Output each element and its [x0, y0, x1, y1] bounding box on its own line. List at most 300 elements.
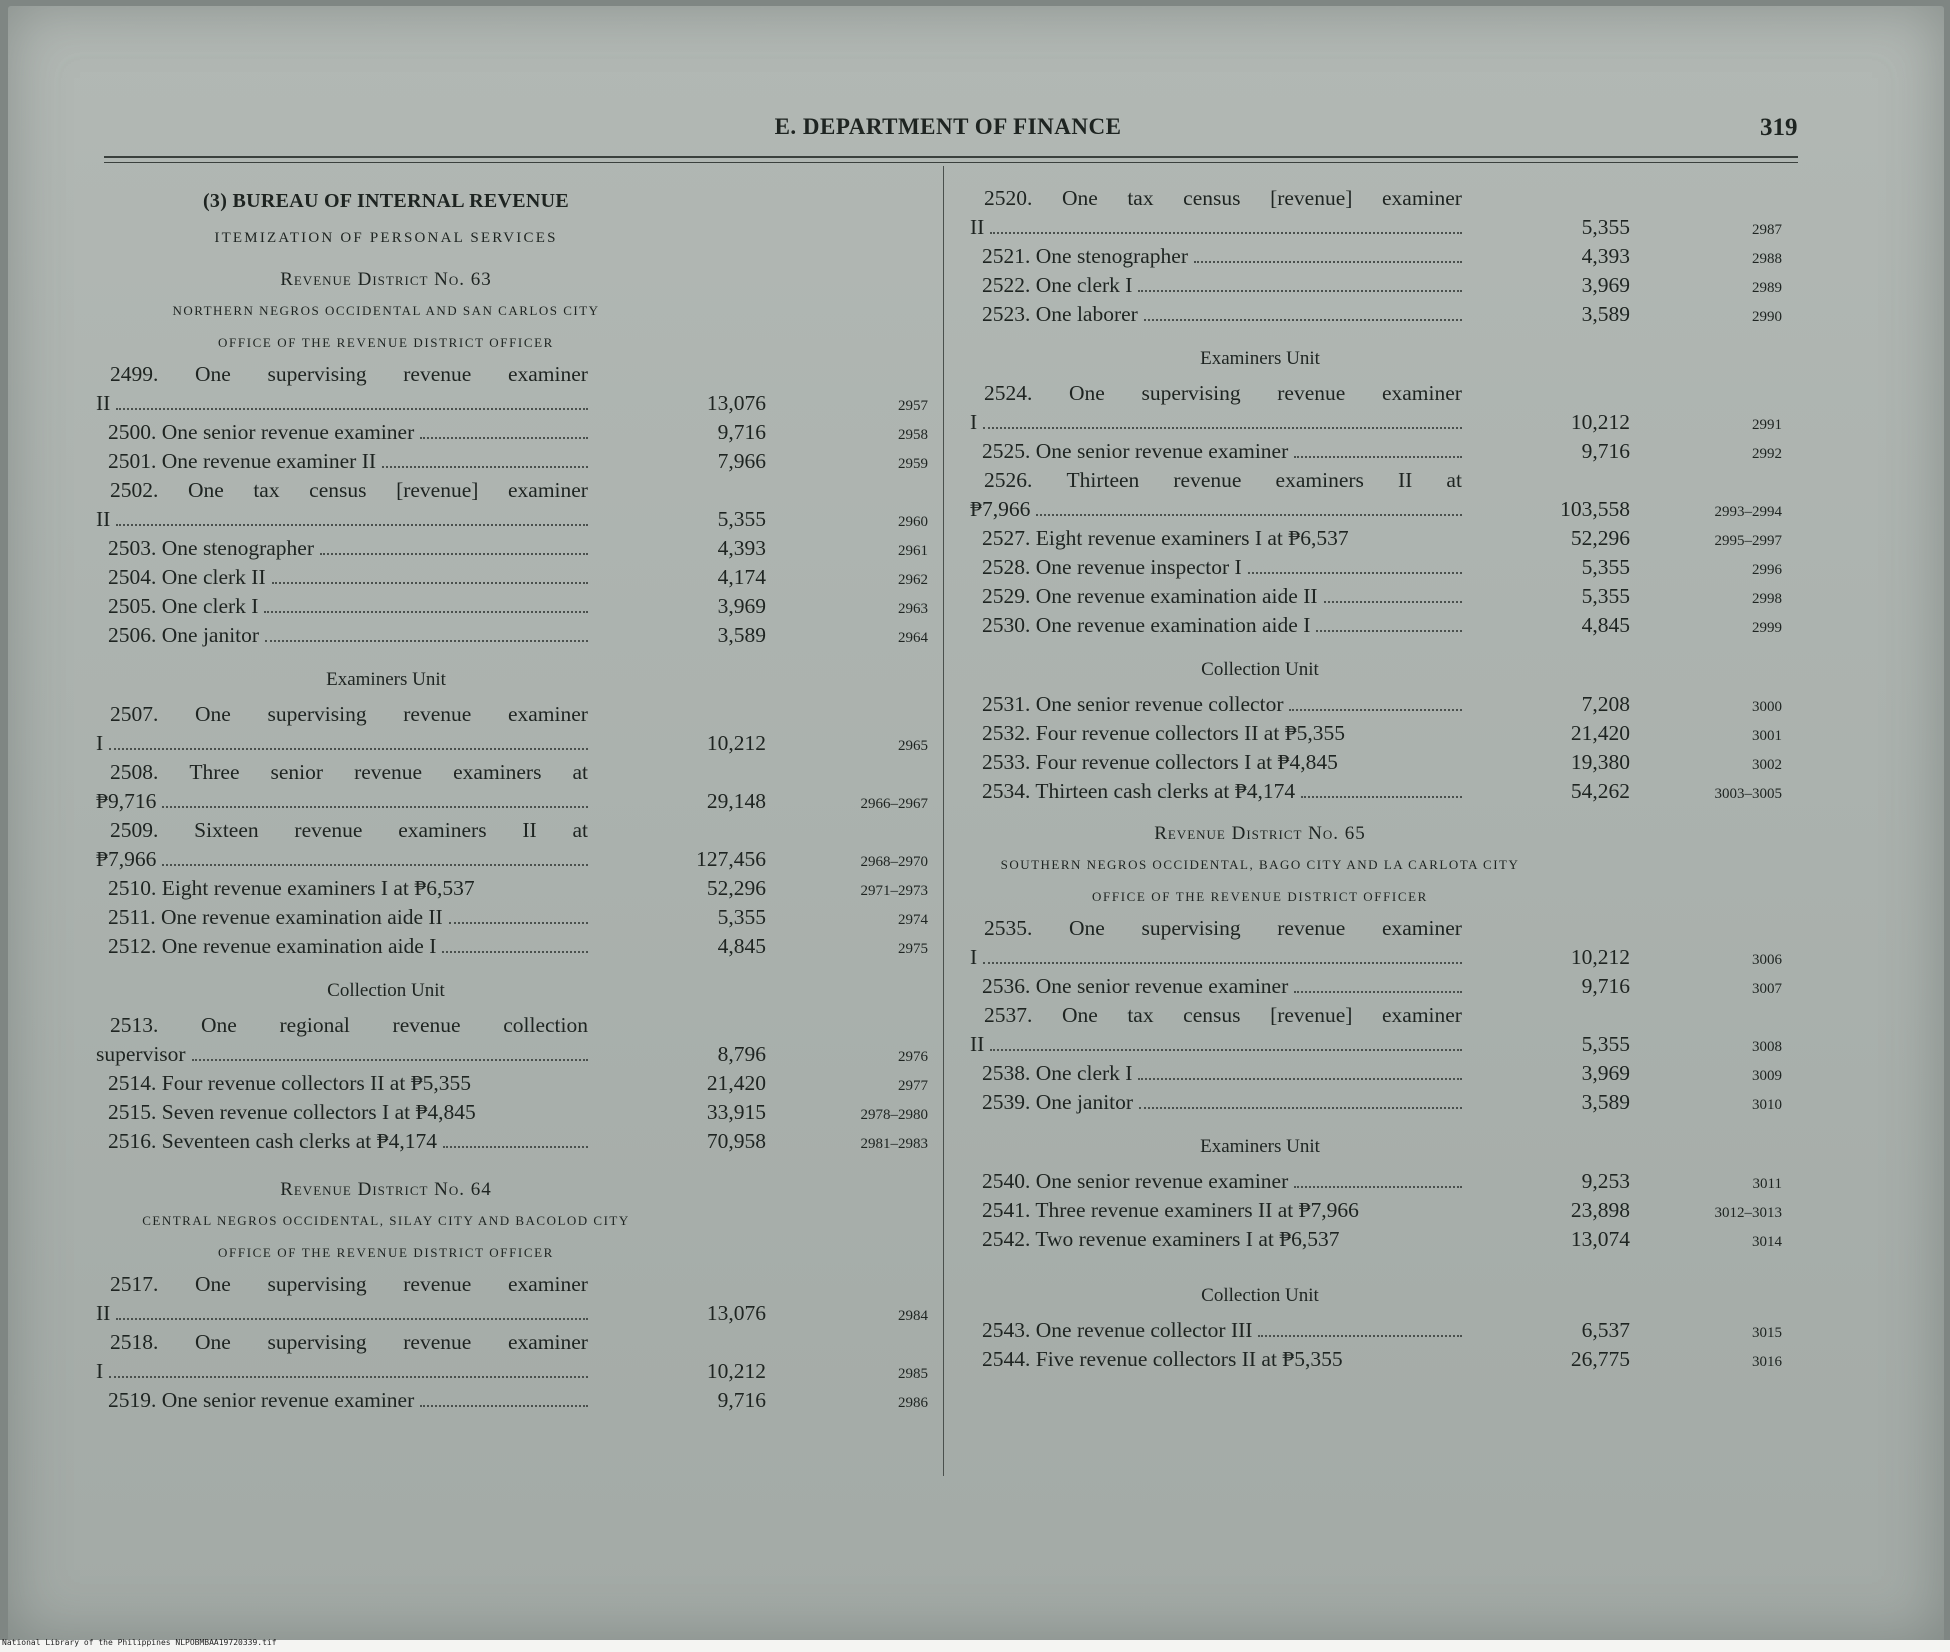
item-word: supervising	[1141, 916, 1241, 940]
item-amount: 33,915	[706, 1100, 766, 1124]
item-text: 2529. One revenue examination aide II	[982, 584, 1318, 608]
item-word: examiner	[1381, 381, 1462, 405]
leader-dots	[1138, 282, 1462, 292]
item-word: examiner	[1381, 916, 1462, 940]
examiners-unit-heading: Examiners Unit	[1200, 348, 1320, 369]
item-amount: 23,898	[1570, 1198, 1630, 1222]
item-description	[970, 437, 1462, 466]
leader-dots	[990, 1041, 1462, 1051]
item-amount: 52,296	[1570, 526, 1630, 550]
line-item	[970, 1316, 1802, 1345]
item-description	[96, 700, 588, 758]
item-word: Thirteen	[1066, 468, 1140, 492]
item-reference-number: 2976	[898, 1049, 928, 1065]
item-text: 2504. One clerk II	[108, 565, 266, 589]
leader-dots	[420, 1397, 588, 1407]
item-word: Three	[189, 760, 240, 784]
item-reference-number: 2957	[898, 398, 928, 414]
item-description	[96, 758, 588, 816]
item-word: II	[1397, 468, 1413, 492]
line-item	[96, 816, 926, 874]
district-65-examiners	[970, 1167, 1802, 1254]
line-item	[96, 758, 926, 816]
leader-dots	[1289, 701, 1462, 711]
item-amount: 3,969	[1581, 1061, 1630, 1085]
item-word: census	[1183, 1003, 1241, 1027]
item-description	[96, 476, 588, 534]
item-text: 2531. One senior revenue collector	[982, 692, 1284, 716]
item-amount: 70,958	[706, 1129, 766, 1153]
item-amount: 10,212	[1570, 945, 1630, 969]
item-text: 2511. One revenue examination aide II	[108, 905, 443, 929]
item-text: 2527. Eight revenue examiners I at ₱6,537	[982, 526, 1349, 550]
item-word: One	[1069, 381, 1105, 405]
item-word: examiners	[398, 818, 487, 842]
district-64-office: OFFICE OF THE REVENUE DISTRICT OFFICER	[218, 1245, 554, 1260]
district-65-cities: SOUTHERN NEGROS OCCIDENTAL, BAGO CITY AND LA CARLOTA CITY	[1000, 857, 1520, 872]
item-amount: 3,969	[1581, 273, 1630, 297]
district-64-collection	[970, 690, 1802, 806]
item-text: 2505. One clerk I	[108, 594, 259, 618]
item-text: 2510. Eight revenue examiners I at ₱6,537	[108, 876, 475, 900]
item-text: 2512. One revenue examination aide I	[108, 934, 437, 958]
leader-dots	[442, 943, 588, 953]
line-item	[96, 874, 926, 903]
item-description	[96, 563, 588, 592]
item-word: at	[1446, 468, 1462, 492]
item-description	[970, 690, 1462, 719]
item-amount: 9,716	[1581, 974, 1630, 998]
item-word: census	[309, 478, 367, 502]
scan-footer-label: National Library of the Philippines NLPOBMBAA19720339.tif	[2, 1638, 277, 1647]
item-description	[96, 1011, 588, 1069]
item-text: 2521. One stenographer	[982, 244, 1188, 268]
page-title: E. DEPARTMENT OF FINANCE	[774, 114, 1122, 139]
item-text: 2538. One clerk I	[982, 1061, 1133, 1085]
collection-unit-heading: Collection Unit	[327, 980, 445, 1001]
line-item	[970, 524, 1802, 553]
left-column	[96, 184, 926, 1415]
item-description	[96, 447, 588, 476]
item-text: 2541. Three revenue examiners II at ₱7,966	[982, 1198, 1359, 1222]
item-word: revenue	[1173, 468, 1242, 492]
item-description	[970, 300, 1462, 329]
item-description	[970, 466, 1462, 524]
line-item	[96, 700, 926, 758]
item-word: examiners	[453, 760, 542, 784]
examiners-unit-heading: Examiners Unit	[1200, 1136, 1320, 1157]
item-word: 2520.	[984, 186, 1033, 210]
item-text: 2532. Four revenue collectors II at ₱5,355	[982, 721, 1346, 745]
item-amount: 19,380	[1570, 750, 1630, 774]
item-word: supervising	[267, 1272, 367, 1296]
item-description	[970, 972, 1462, 1001]
item-word: supervising	[267, 702, 367, 726]
item-description	[970, 748, 1462, 777]
collection-unit-heading: Collection Unit	[1201, 1285, 1319, 1306]
item-word: Sixteen	[194, 818, 259, 842]
header-rule	[104, 156, 1798, 158]
district-64-heading: Revenue District No. 64	[280, 1179, 492, 1200]
item-text: 2519. One senior revenue examiner	[108, 1388, 415, 1412]
item-word: II	[522, 818, 537, 842]
item-text: 2503. One stenographer	[108, 536, 314, 560]
line-item	[970, 184, 1802, 242]
leader-dots	[420, 429, 588, 439]
line-item	[970, 271, 1802, 300]
leader-dots	[1258, 1327, 1462, 1337]
item-word: 2509.	[110, 818, 159, 842]
item-word: One	[1069, 916, 1105, 940]
district-63-office: OFFICE OF THE REVENUE DISTRICT OFFICER	[218, 335, 554, 350]
item-text: 2536. One senior revenue examiner	[982, 974, 1289, 998]
item-amount: 9,716	[717, 420, 766, 444]
item-continuation: II	[96, 1301, 111, 1325]
item-word: examiner	[507, 478, 588, 502]
item-reference-number: 3007	[1752, 981, 1782, 997]
line-item	[96, 932, 926, 961]
line-item	[970, 611, 1802, 640]
item-reference-number: 2998	[1752, 591, 1782, 607]
item-description	[96, 816, 588, 874]
item-word: One	[195, 362, 231, 386]
item-amount: 4,845	[1581, 613, 1630, 637]
item-description	[970, 1345, 1462, 1374]
line-item	[96, 447, 926, 476]
item-text: 2544. Five revenue collectors II at ₱5,355	[982, 1347, 1343, 1371]
item-continuation: II	[970, 215, 985, 239]
item-word: 2518.	[110, 1330, 159, 1354]
item-reference-number: 3014	[1752, 1234, 1782, 1250]
item-word: tax	[1127, 186, 1154, 210]
item-word: senior	[270, 760, 324, 784]
district-63-examiners	[96, 700, 926, 961]
line-item	[96, 1098, 926, 1127]
leader-dots	[1294, 448, 1462, 458]
item-description	[96, 1270, 588, 1328]
item-description	[96, 1098, 588, 1127]
item-text: 2530. One revenue examination aide I	[982, 613, 1311, 637]
item-amount: 5,355	[717, 507, 766, 531]
item-word: revenue	[403, 1330, 472, 1354]
item-description	[96, 874, 588, 903]
item-continuation: I	[970, 945, 978, 969]
district-64-cities: CENTRAL NEGROS OCCIDENTAL, SILAY CITY AND BACOLOD CITY	[142, 1213, 630, 1228]
right-column	[970, 184, 1802, 1374]
item-word: One	[1061, 1003, 1098, 1027]
item-continuation: supervisor	[96, 1042, 186, 1066]
item-word: examiner	[507, 1330, 588, 1354]
item-amount: 54,262	[1570, 779, 1630, 803]
line-item	[970, 466, 1802, 524]
item-description	[970, 1196, 1462, 1225]
leader-dots	[320, 545, 588, 555]
item-description	[970, 524, 1462, 553]
line-item	[970, 748, 1802, 777]
item-description	[970, 719, 1462, 748]
district-65-items	[970, 914, 1802, 1117]
item-word: One	[187, 478, 224, 502]
line-item	[96, 476, 926, 534]
line-item	[96, 903, 926, 932]
item-continuation: ₱7,966	[970, 497, 1031, 521]
item-reference-number: 3008	[1752, 1039, 1782, 1055]
line-item	[970, 300, 1802, 329]
district-63-cities: NORTHERN NEGROS OCCIDENTAL AND SAN CARLOS CITY	[172, 303, 600, 318]
item-description	[96, 1386, 588, 1415]
leader-dots	[264, 603, 588, 613]
line-item	[970, 1088, 1802, 1117]
line-item	[970, 582, 1802, 611]
item-reference-number: 2968–2970	[860, 854, 928, 870]
district-64-examiners	[970, 379, 1802, 640]
line-item	[970, 1196, 1802, 1225]
line-item	[96, 1069, 926, 1098]
line-item	[970, 1345, 1802, 1374]
item-description	[970, 553, 1462, 582]
item-word: revenue	[392, 1013, 461, 1037]
item-continuation: II	[96, 391, 111, 415]
item-reference-number: 2963	[898, 601, 928, 617]
item-text: 2522. One clerk I	[982, 273, 1133, 297]
item-amount: 4,393	[717, 536, 766, 560]
item-description	[970, 1001, 1462, 1059]
item-text: 2506. One janitor	[108, 623, 260, 647]
leader-dots	[1036, 506, 1462, 516]
item-reference-number: 2986	[898, 1395, 928, 1411]
item-text: 2543. One revenue collector III	[982, 1318, 1253, 1342]
page-number: 319	[1760, 114, 1798, 141]
leader-dots	[162, 798, 588, 808]
item-word: 2502.	[110, 478, 159, 502]
leader-dots	[1248, 564, 1462, 574]
item-word: examiner	[1381, 186, 1462, 210]
item-amount: 7,966	[717, 449, 766, 473]
leader-dots	[1144, 311, 1462, 321]
leader-dots	[983, 419, 1462, 429]
item-word: examiner	[1381, 1003, 1462, 1027]
item-description	[970, 611, 1462, 640]
item-amount: 9,253	[1581, 1169, 1630, 1193]
examiners-unit-heading: Examiners Unit	[326, 669, 446, 690]
item-reference-number: 3006	[1752, 952, 1782, 968]
header-rule-thin	[104, 162, 1798, 163]
line-item	[96, 360, 926, 418]
item-description	[970, 1316, 1462, 1345]
item-reference-number: 2985	[898, 1366, 928, 1382]
item-amount: 13,076	[706, 391, 766, 415]
line-item	[96, 1386, 926, 1415]
item-reference-number: 2960	[898, 514, 928, 530]
district-65-collection	[970, 1316, 1802, 1374]
item-reference-number: 2988	[1752, 251, 1782, 267]
item-amount: 8,796	[717, 1042, 766, 1066]
line-item	[96, 1328, 926, 1386]
leader-dots	[983, 954, 1462, 964]
district-63-items	[96, 360, 926, 650]
item-description	[96, 1328, 588, 1386]
item-word: One	[195, 702, 231, 726]
item-description	[970, 184, 1462, 242]
leader-dots	[272, 574, 588, 584]
item-text: 2523. One laborer	[982, 302, 1138, 326]
item-description	[970, 914, 1462, 972]
item-word: examiner	[507, 362, 588, 386]
item-amount: 5,355	[1581, 1032, 1630, 1056]
line-item	[96, 1011, 926, 1069]
item-description	[96, 1069, 588, 1098]
line-item	[970, 777, 1802, 806]
item-word: revenue	[354, 760, 423, 784]
district-64-items	[96, 1270, 926, 1415]
leader-dots	[265, 632, 588, 642]
item-word: One	[195, 1272, 231, 1296]
leader-dots	[382, 458, 588, 468]
item-amount: 4,174	[717, 565, 766, 589]
district-64-continued-items	[970, 184, 1802, 329]
item-amount: 9,716	[1581, 439, 1630, 463]
item-amount: 3,589	[1581, 302, 1630, 326]
item-amount: 5,355	[1581, 584, 1630, 608]
leader-dots	[162, 856, 588, 866]
item-text: 2516. Seventeen cash clerks at ₱4,174	[108, 1129, 437, 1153]
item-text: 2514. Four revenue collectors II at ₱5,355	[108, 1071, 472, 1095]
item-amount: 5,355	[1581, 215, 1630, 239]
item-continuation: I	[970, 410, 978, 434]
item-reference-number: 3000	[1752, 699, 1782, 715]
item-reference-number: 2981–2983	[860, 1136, 928, 1152]
item-word: revenue	[1277, 916, 1346, 940]
item-description	[970, 1088, 1462, 1117]
item-description	[970, 1225, 1462, 1254]
page-header	[8, 114, 1944, 144]
item-amount: 13,076	[706, 1301, 766, 1325]
item-reference-number: 2974	[898, 912, 928, 928]
item-word: revenue	[1277, 381, 1346, 405]
district-65-office: OFFICE OF THE REVENUE DISTRICT OFFICER	[1092, 889, 1428, 904]
line-item	[970, 242, 1802, 271]
leader-dots	[116, 400, 588, 410]
item-word: examiner	[507, 702, 588, 726]
leader-dots	[1139, 1099, 1462, 1109]
line-item	[970, 1167, 1802, 1196]
item-word: One	[1061, 186, 1098, 210]
item-description	[96, 1127, 588, 1156]
item-text: 2539. One janitor	[982, 1090, 1134, 1114]
item-description	[970, 271, 1462, 300]
item-amount: 127,456	[696, 847, 766, 871]
item-word: [revenue]	[1270, 186, 1353, 210]
column-divider	[943, 166, 944, 1476]
item-amount: 10,212	[1570, 410, 1630, 434]
item-continuation: I	[96, 1359, 104, 1383]
bureau-heading: (3) BUREAU OF INTERNAL REVENUE	[202, 190, 570, 212]
district-65-heading: Revenue District No. 65	[1154, 823, 1366, 844]
item-reference-number: 3001	[1752, 728, 1782, 744]
leader-dots	[990, 224, 1462, 234]
item-continuation: I	[96, 731, 104, 755]
item-reference-number: 2975	[898, 941, 928, 957]
item-word: supervising	[267, 1330, 367, 1354]
item-reference-number: 3016	[1752, 1354, 1782, 1370]
item-description	[970, 777, 1462, 806]
item-description	[96, 592, 588, 621]
leader-dots	[1301, 788, 1462, 798]
item-text: 2534. Thirteen cash clerks at ₱4,174	[982, 779, 1296, 803]
item-word: at	[572, 818, 588, 842]
collection-unit-heading: Collection Unit	[1201, 659, 1319, 680]
item-reference-number: 2995–2997	[1714, 533, 1782, 549]
item-reference-number: 2999	[1752, 620, 1782, 636]
item-description	[970, 379, 1462, 437]
item-text: 2515. Seven revenue collectors I at ₱4,845	[108, 1100, 476, 1124]
item-word: revenue	[294, 818, 363, 842]
item-description	[970, 1167, 1462, 1196]
item-word: tax	[1127, 1003, 1154, 1027]
item-amount: 4,393	[1581, 244, 1630, 268]
item-reference-number: 2962	[898, 572, 928, 588]
leader-dots	[449, 914, 588, 924]
leader-dots	[1316, 622, 1462, 632]
item-text: 2501. One revenue examiner II	[108, 449, 377, 473]
item-reference-number: 3003–3005	[1714, 786, 1782, 802]
leader-dots	[192, 1051, 588, 1061]
item-reference-number: 2961	[898, 543, 928, 559]
item-reference-number: 3010	[1752, 1097, 1782, 1113]
item-reference-number: 3009	[1752, 1068, 1782, 1084]
item-reference-number: 3015	[1752, 1325, 1782, 1341]
item-reference-number: 2989	[1752, 280, 1782, 296]
item-word: supervising	[267, 362, 367, 386]
item-amount: 5,355	[717, 905, 766, 929]
item-word: regional	[279, 1013, 350, 1037]
item-description	[96, 418, 588, 447]
item-amount: 10,212	[706, 1359, 766, 1383]
item-reference-number: 2984	[898, 1308, 928, 1324]
item-reference-number: 2977	[898, 1078, 928, 1094]
item-text: 2540. One senior revenue examiner	[982, 1169, 1289, 1193]
item-word: revenue	[403, 1272, 472, 1296]
item-amount: 4,845	[717, 934, 766, 958]
item-reference-number: 2978–2980	[860, 1107, 928, 1123]
item-amount: 103,558	[1560, 497, 1630, 521]
line-item	[970, 553, 1802, 582]
item-word: supervising	[1141, 381, 1241, 405]
item-amount: 52,296	[706, 876, 766, 900]
line-item	[970, 379, 1802, 437]
scan-footer-strip	[0, 1640, 1950, 1652]
line-item	[96, 534, 926, 563]
leader-dots	[1138, 1070, 1462, 1080]
item-description	[96, 903, 588, 932]
item-amount: 3,589	[717, 623, 766, 647]
item-amount: 7,208	[1581, 692, 1630, 716]
item-word: revenue	[403, 362, 472, 386]
document-page	[8, 6, 1944, 1642]
item-word: [revenue]	[396, 478, 479, 502]
item-reference-number: 2966–2967	[860, 796, 928, 812]
leader-dots	[1194, 253, 1462, 263]
item-reference-number: 2959	[898, 456, 928, 472]
item-reference-number: 3002	[1752, 757, 1782, 773]
leader-dots	[1294, 1178, 1462, 1188]
item-word: 2499.	[110, 362, 159, 386]
item-word: revenue	[403, 702, 472, 726]
item-amount: 3,969	[717, 594, 766, 618]
item-amount: 26,775	[1570, 1347, 1630, 1371]
item-word: census	[1183, 186, 1241, 210]
item-description	[970, 582, 1462, 611]
